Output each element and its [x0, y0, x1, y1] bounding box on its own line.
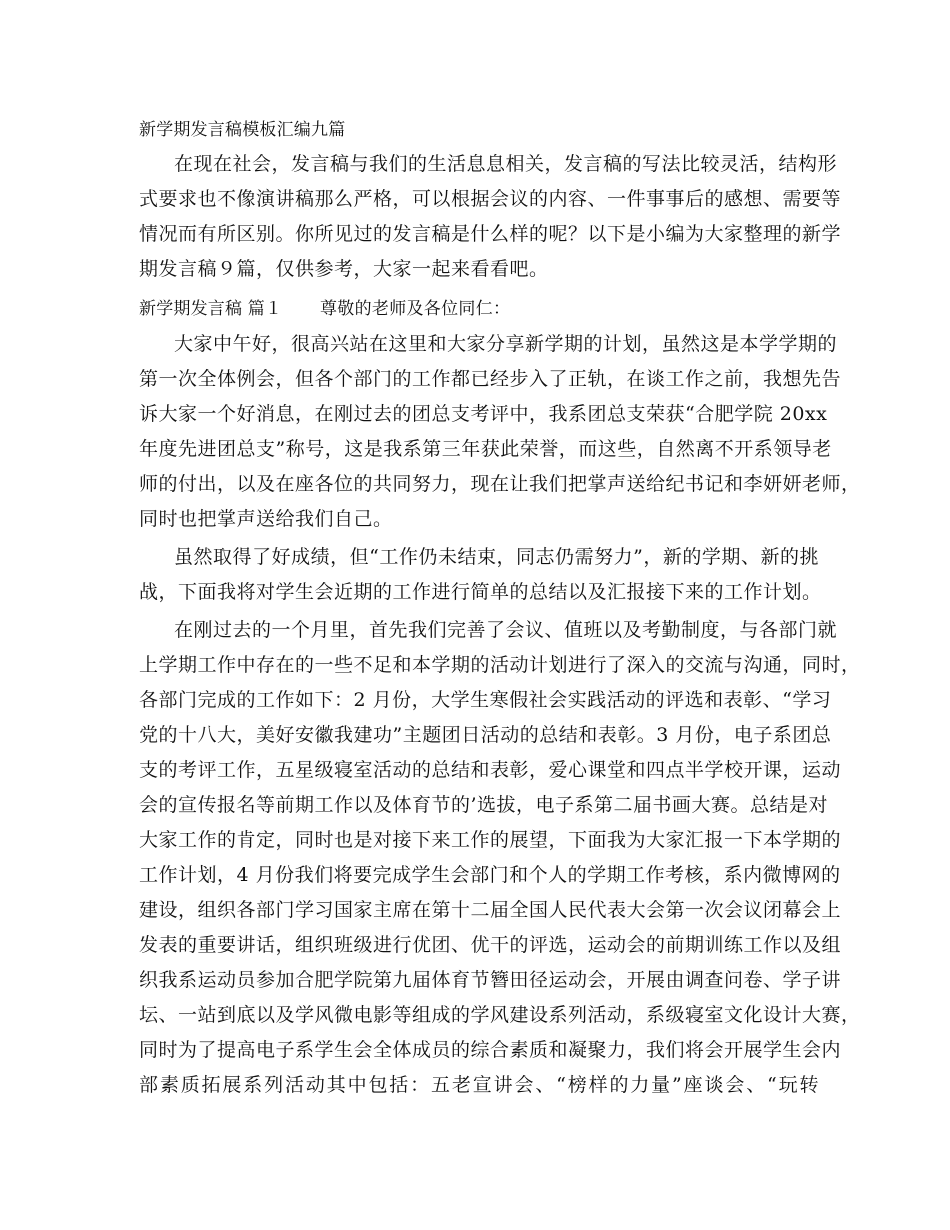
intro-line: 情况而有所区别。你所见过的发言稿是什么样的呢？以下是小编为大家整理的新学: [139, 223, 842, 245]
paragraph-line: 各部门完成的工作如下：2 月份，大学生寒假社会实践活动的评选和表彰、“学习: [139, 689, 832, 711]
document-title: 新学期发言稿模板汇编九篇: [139, 120, 346, 140]
paragraph-line: 上学期工作中存在的一些不足和本学期的活动计划进行了深入的交流与沟通，同时，: [139, 654, 861, 676]
paragraph-line: 诉大家一个好消息，在刚过去的团总支考评中，我系团总支荣获“合肥学院 20xx: [139, 403, 828, 425]
paragraph-line: 年度先进团总支”称号，这是我系第三年获此荣誉，而这些，自然离不开系领导老: [139, 438, 832, 460]
paragraph-line: 织我系运动员参加合肥学院第九届体育节簪田径运动会，开展由调查问卷、学子讲: [139, 969, 842, 991]
paragraph-line: 同时也把掌声送给我们自己。: [139, 508, 393, 530]
paragraph-line: 师的付出，以及在座各位的共同努力，现在让我们把掌声送给纪书记和李妍妍老师，: [139, 473, 861, 495]
paragraph-line: 会的宣传报名等前期工作以及体育节的’选拔，电子系第二届书画大赛。总结是对: [139, 794, 829, 816]
intro-line: 期发言稿９篇，仅供参考，大家一起来看看吧。: [139, 258, 549, 280]
paragraph-line: 第一次全体例会，但各个部门的工作都已经步入了正轨，在谈工作之前，我想先告: [139, 368, 842, 390]
paragraph-line: 坛、一站到底以及学风微电影等组成的学风建设系列活动，系级寝室文化设计大赛，: [139, 1004, 861, 1026]
greeting: 尊敬的老师及各位同仁：: [320, 299, 511, 319]
intro-line: 在现在社会，发言稿与我们的生活息息相关，发言稿的写法比较灵活，结构形: [174, 153, 838, 175]
section-label: 新学期发言稿 篇１: [139, 299, 283, 319]
paragraph-line: 工作计划，4 月份我们将要完成学生会部门和个人的学期工作考核，系内微博网的: [139, 864, 841, 886]
paragraph-line: 战，下面我将对学生会近期的工作进行简单的总结以及汇报接下来的工作计划。: [139, 581, 822, 603]
paragraph-line: 大家中午好，很高兴站在这里和大家分享新学期的计划，虽然这是本学学期的: [174, 333, 838, 355]
paragraph-line: 发表的重要讲话，组织班级进行优团、优干的评选，运动会的前期训练工作以及组: [139, 934, 842, 956]
paragraph-line: 建设，组织各部门学习国家主席在第十二届全国人民代表大会第一次会议闭幕会上: [139, 899, 842, 921]
paragraph-line: 支的考评工作，五星级寝室活动的总结和表彰，爱心课堂和四点半学校开课，运动: [139, 759, 842, 781]
paragraph-line: 大家工作的肯定，同时也是对接下来工作的展望，下面我为大家汇报一下本学期的: [139, 829, 842, 851]
paragraph-line: 虽然取得了好成绩，但“工作仍未结束，同志仍需努力”，新的学期、新的挑: [174, 546, 819, 568]
paragraph-line: 部素质拓展系列活动其中包括：五老宣讲会、“榜样的力量”座谈会、“玩转: [139, 1074, 819, 1096]
paragraph-line: 在刚过去的一个月里，首先我们完善了会议、值班以及考勤制度，与各部门就: [174, 619, 838, 641]
intro-line: 式要求也不像演讲稿那么严格，可以根据会议的内容、一件事事后的感想、需要等: [139, 188, 842, 210]
paragraph-line: 党的十八大，美好安徽我建功”主题团日活动的总结和表彰。3 月份，电子系团总: [139, 724, 832, 746]
paragraph-line: 同时为了提高电子系学生会全体成员的综合素质和凝聚力，我们将会开展学生会内: [139, 1039, 842, 1061]
